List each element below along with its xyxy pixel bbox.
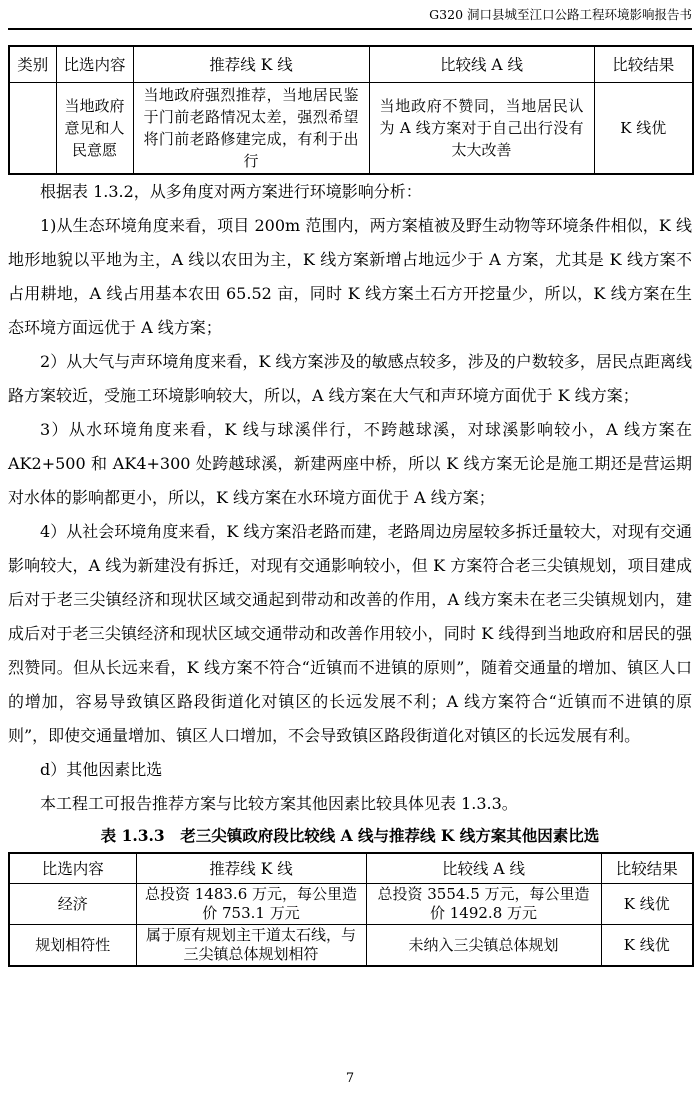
body-text: [8, 175, 692, 821]
paragraph-intro: 根据表 1.3.2，从多角度对两方案进行环境影响分析：: [40, 181, 422, 201]
table1-header-comparison-item: 比选内容: [56, 46, 133, 82]
table2-cell-economy-result: K 线优: [601, 884, 693, 925]
paragraph-water: 3）从水环境角度来看，K 线与球溪伴行，不跨越球溪，对球溪影响较小，A 线方案在 AK2+500 和 AK4+300 处跨越球溪，新建两座中桥，所以 K 线方案无论是施工期还是营运期对水体的影响都更小，所以，K 线方案在水环境方面优于 A 线方案；: [8, 419, 692, 507]
table2-caption: 表 1.3.3 老三尖镇政府段比较线 A 线与推荐线 K 线方案其他因素比选: [100, 825, 600, 845]
table2-row-planning-conformity: [9, 925, 693, 967]
table2-cell-item-planning: 规划相符性: [9, 925, 136, 967]
paragraph-other-factors-intro: 本工程工可报告推荐方案与比较方案其他因素比较具体见表 1.3.3。: [40, 793, 518, 813]
table2-row-economy: [9, 884, 693, 925]
table2-header-compared-line-a: 比较线 A 线: [366, 853, 601, 884]
table1-header-row: [9, 46, 693, 82]
table2-header-recommended-line-k: 推荐线 K 线: [136, 853, 366, 884]
table2-header-result: 比较结果: [601, 853, 693, 884]
paragraph-other-factors-heading: d）其他因素比选: [40, 759, 163, 779]
paragraph-social: 4）从社会环境角度来看，K 线方案沿老路而建，老路周边房屋较多拆迁量较大，对现有交通影响较大，A 线为新建没有拆迁，对现有交通影响较小，但 K 方案符合老三尖镇规划，项目建成后对于老三尖镇经济和现状区域交通起到带动和改善的作用，A 线方案未在老三尖镇规划内，建成后对于老三尖镇经济和现状区域交通带动和改善作用较小，同时 K 线得到当地政府和居民的强烈赞同。但从长远来看，K 线方案不符合“近镇而不进镇的原则”，随着交通量的增加、镇区人口的增加，容易导致镇区路段街道化对镇区的长远发展不利；A 线方案符合“近镇而不进镇的原则”，即使交通量增加、镇区人口增加，不会导致镇区路段街道化对镇区的长远发展有利。: [8, 521, 692, 745]
table1-header-recommended-line-k: 推荐线 K 线: [133, 46, 369, 82]
table2-cell-economy-line-a: 总投资 3554.5 万元，每公里造价 1492.8 万元: [366, 884, 601, 925]
table2-cell-planning-result: K 线优: [601, 925, 693, 967]
paragraph-air-noise: 2）从大气与声环境角度来看，K 线方案涉及的敏感点较多，涉及的户数较多，居民点距离线路方案较近，受施工环境影响较大，所以，A 线方案在大气和声环境方面优于 K 线方案；: [8, 351, 692, 405]
page-number: 7: [345, 1071, 355, 1086]
table1-cell-result: K 线优: [594, 82, 693, 174]
table1-cell-line-a: 当地政府不赞同，当地居民认为 A 线方案对于自己出行没有太大改善: [369, 82, 594, 174]
table1-row-government-opinion: [9, 82, 693, 174]
table1-header-compared-line-a: 比较线 A 线: [369, 46, 594, 82]
table1-cell-category: [9, 82, 56, 174]
table1-header-category: 类别: [9, 46, 56, 82]
comparison-table-route-opinions: [8, 45, 694, 175]
table2-cell-planning-line-k: 属于原有规划主干道太石线，与三尖镇总体规划相符: [136, 925, 366, 967]
table2-cell-economy-line-k: 总投资 1483.6 万元，每公里造价 753.1 万元: [136, 884, 366, 925]
table1-header-result: 比较结果: [594, 46, 693, 82]
table1-cell-line-k: 当地政府强烈推荐，当地居民鉴于门前老路情况太差，强烈希望将门前老路修建完成，有利于出行: [133, 82, 369, 174]
table2-header-comparison-item: 比选内容: [9, 853, 136, 884]
table1-cell-comparison-item: 当地政府意见和人民意愿: [56, 82, 133, 174]
table2-cell-planning-line-a: 未纳入三尖镇总体规划: [366, 925, 601, 967]
table2-header-row: [9, 853, 693, 884]
header-title: G320 洞口县城至江口公路工程环境影响报告书: [429, 7, 692, 22]
comparison-table-other-factors: [8, 852, 694, 968]
page-header: [8, 0, 692, 30]
table2-cell-item-economy: 经济: [9, 884, 136, 925]
paragraph-ecology: 1)从生态环境角度来看，项目 200m 范围内，两方案植被及野生动物等环境条件相似，K 线地形地貌以平地为主，A 线以农田为主，K 线方案新增占地远少于 A 方案，尤其是 K 线方案不占用耕地，A 线占用基本农田 65.52 亩，同时 K 线方案土石方开挖量少，所以，K 线方案在生态环境方面远优于 A 线方案；: [8, 215, 692, 337]
